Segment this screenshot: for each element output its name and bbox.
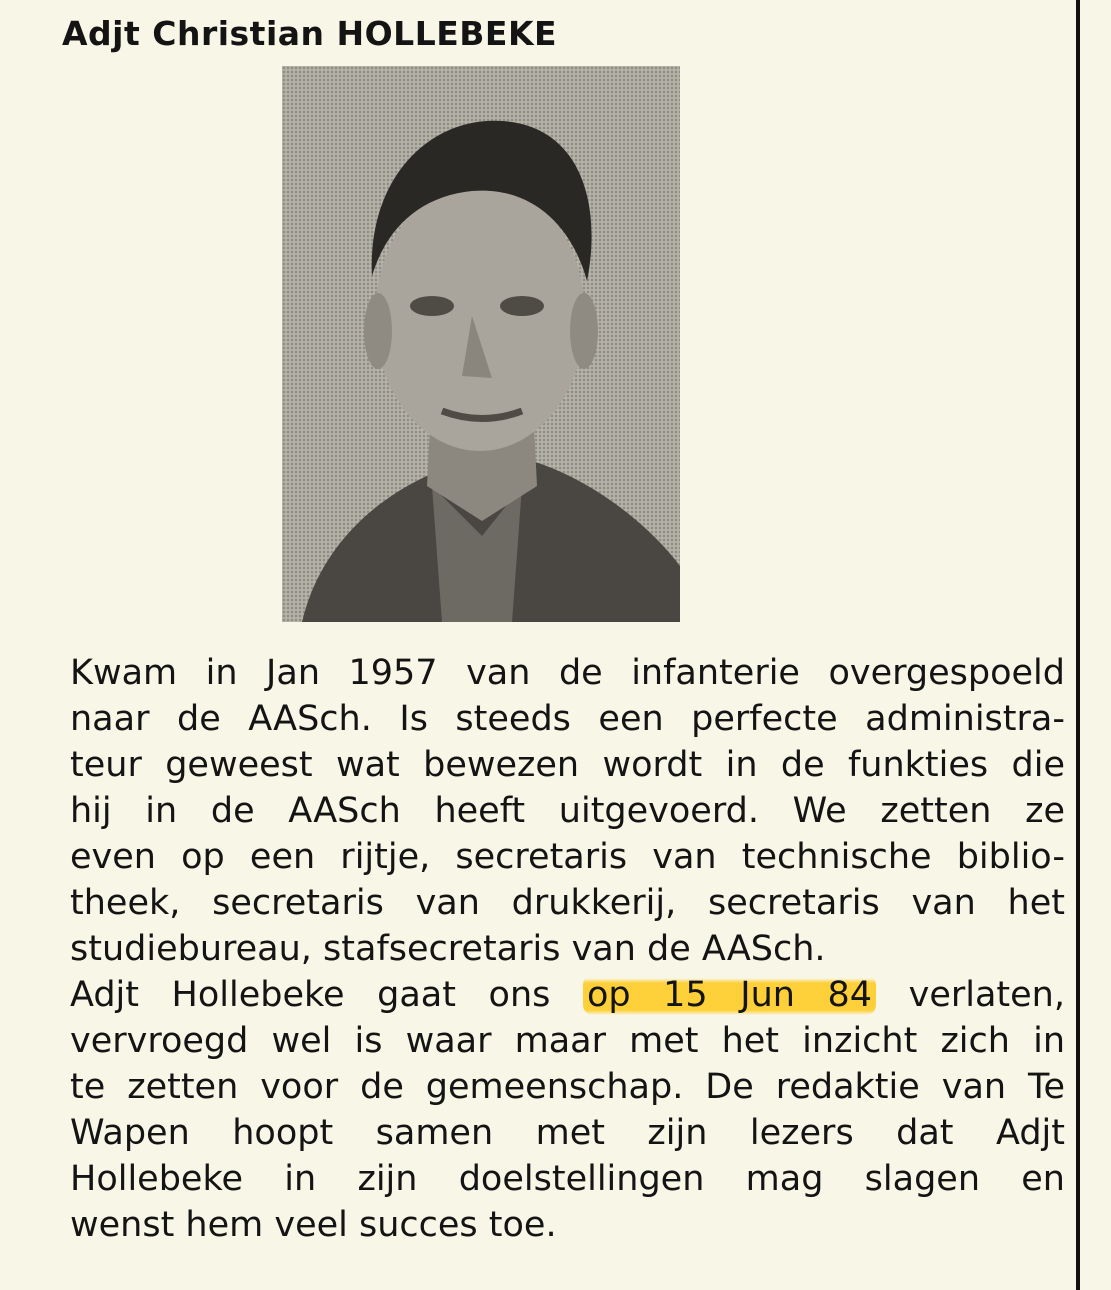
- portrait-photo: [282, 66, 680, 622]
- body-line: naar de AASch. Is steeds een perfecte administra-: [70, 699, 1065, 739]
- body-line: hij in de AASch heeft uitgevoerd. We zetten ze: [70, 791, 1065, 831]
- body-line: studiebureau, stafsecretaris van de AASch.: [70, 929, 826, 969]
- body-line: teur geweest wat bewezen wordt in de funkties die: [70, 745, 1065, 785]
- highlighted-date: op 15 Jun 84: [583, 975, 876, 1015]
- body-line: vervroegd wel is waar maar met het inzicht zich in: [70, 1021, 1065, 1061]
- body-line: te zetten voor de gemeenschap. De redaktie van Te: [70, 1067, 1065, 1107]
- article-title: Adjt Christian HOLLEBEKE: [62, 14, 558, 53]
- body-line-with-highlight: [70, 972, 1065, 1018]
- body-line: Hollebeke in zijn doelstellingen mag slagen en: [70, 1159, 1065, 1199]
- line-text: Adjt Hollebeke gaat ons: [70, 975, 583, 1015]
- body-line: Wapen hoopt samen met zijn lezers dat Adjt: [70, 1113, 1065, 1153]
- line-text: verlaten,: [876, 975, 1065, 1015]
- portrait-image: [282, 66, 680, 622]
- article-body: [70, 650, 1065, 1248]
- body-line: even op een rijtje, secretaris van technische biblio-: [70, 837, 1065, 877]
- body-line: Kwam in Jan 1957 van de infanterie overgespoeld: [70, 653, 1065, 693]
- body-line: theek, secretaris van drukkerij, secretaris van het: [70, 883, 1065, 923]
- column-rule: [1076, 0, 1080, 1290]
- body-line: wenst hem veel succes toe.: [70, 1205, 557, 1245]
